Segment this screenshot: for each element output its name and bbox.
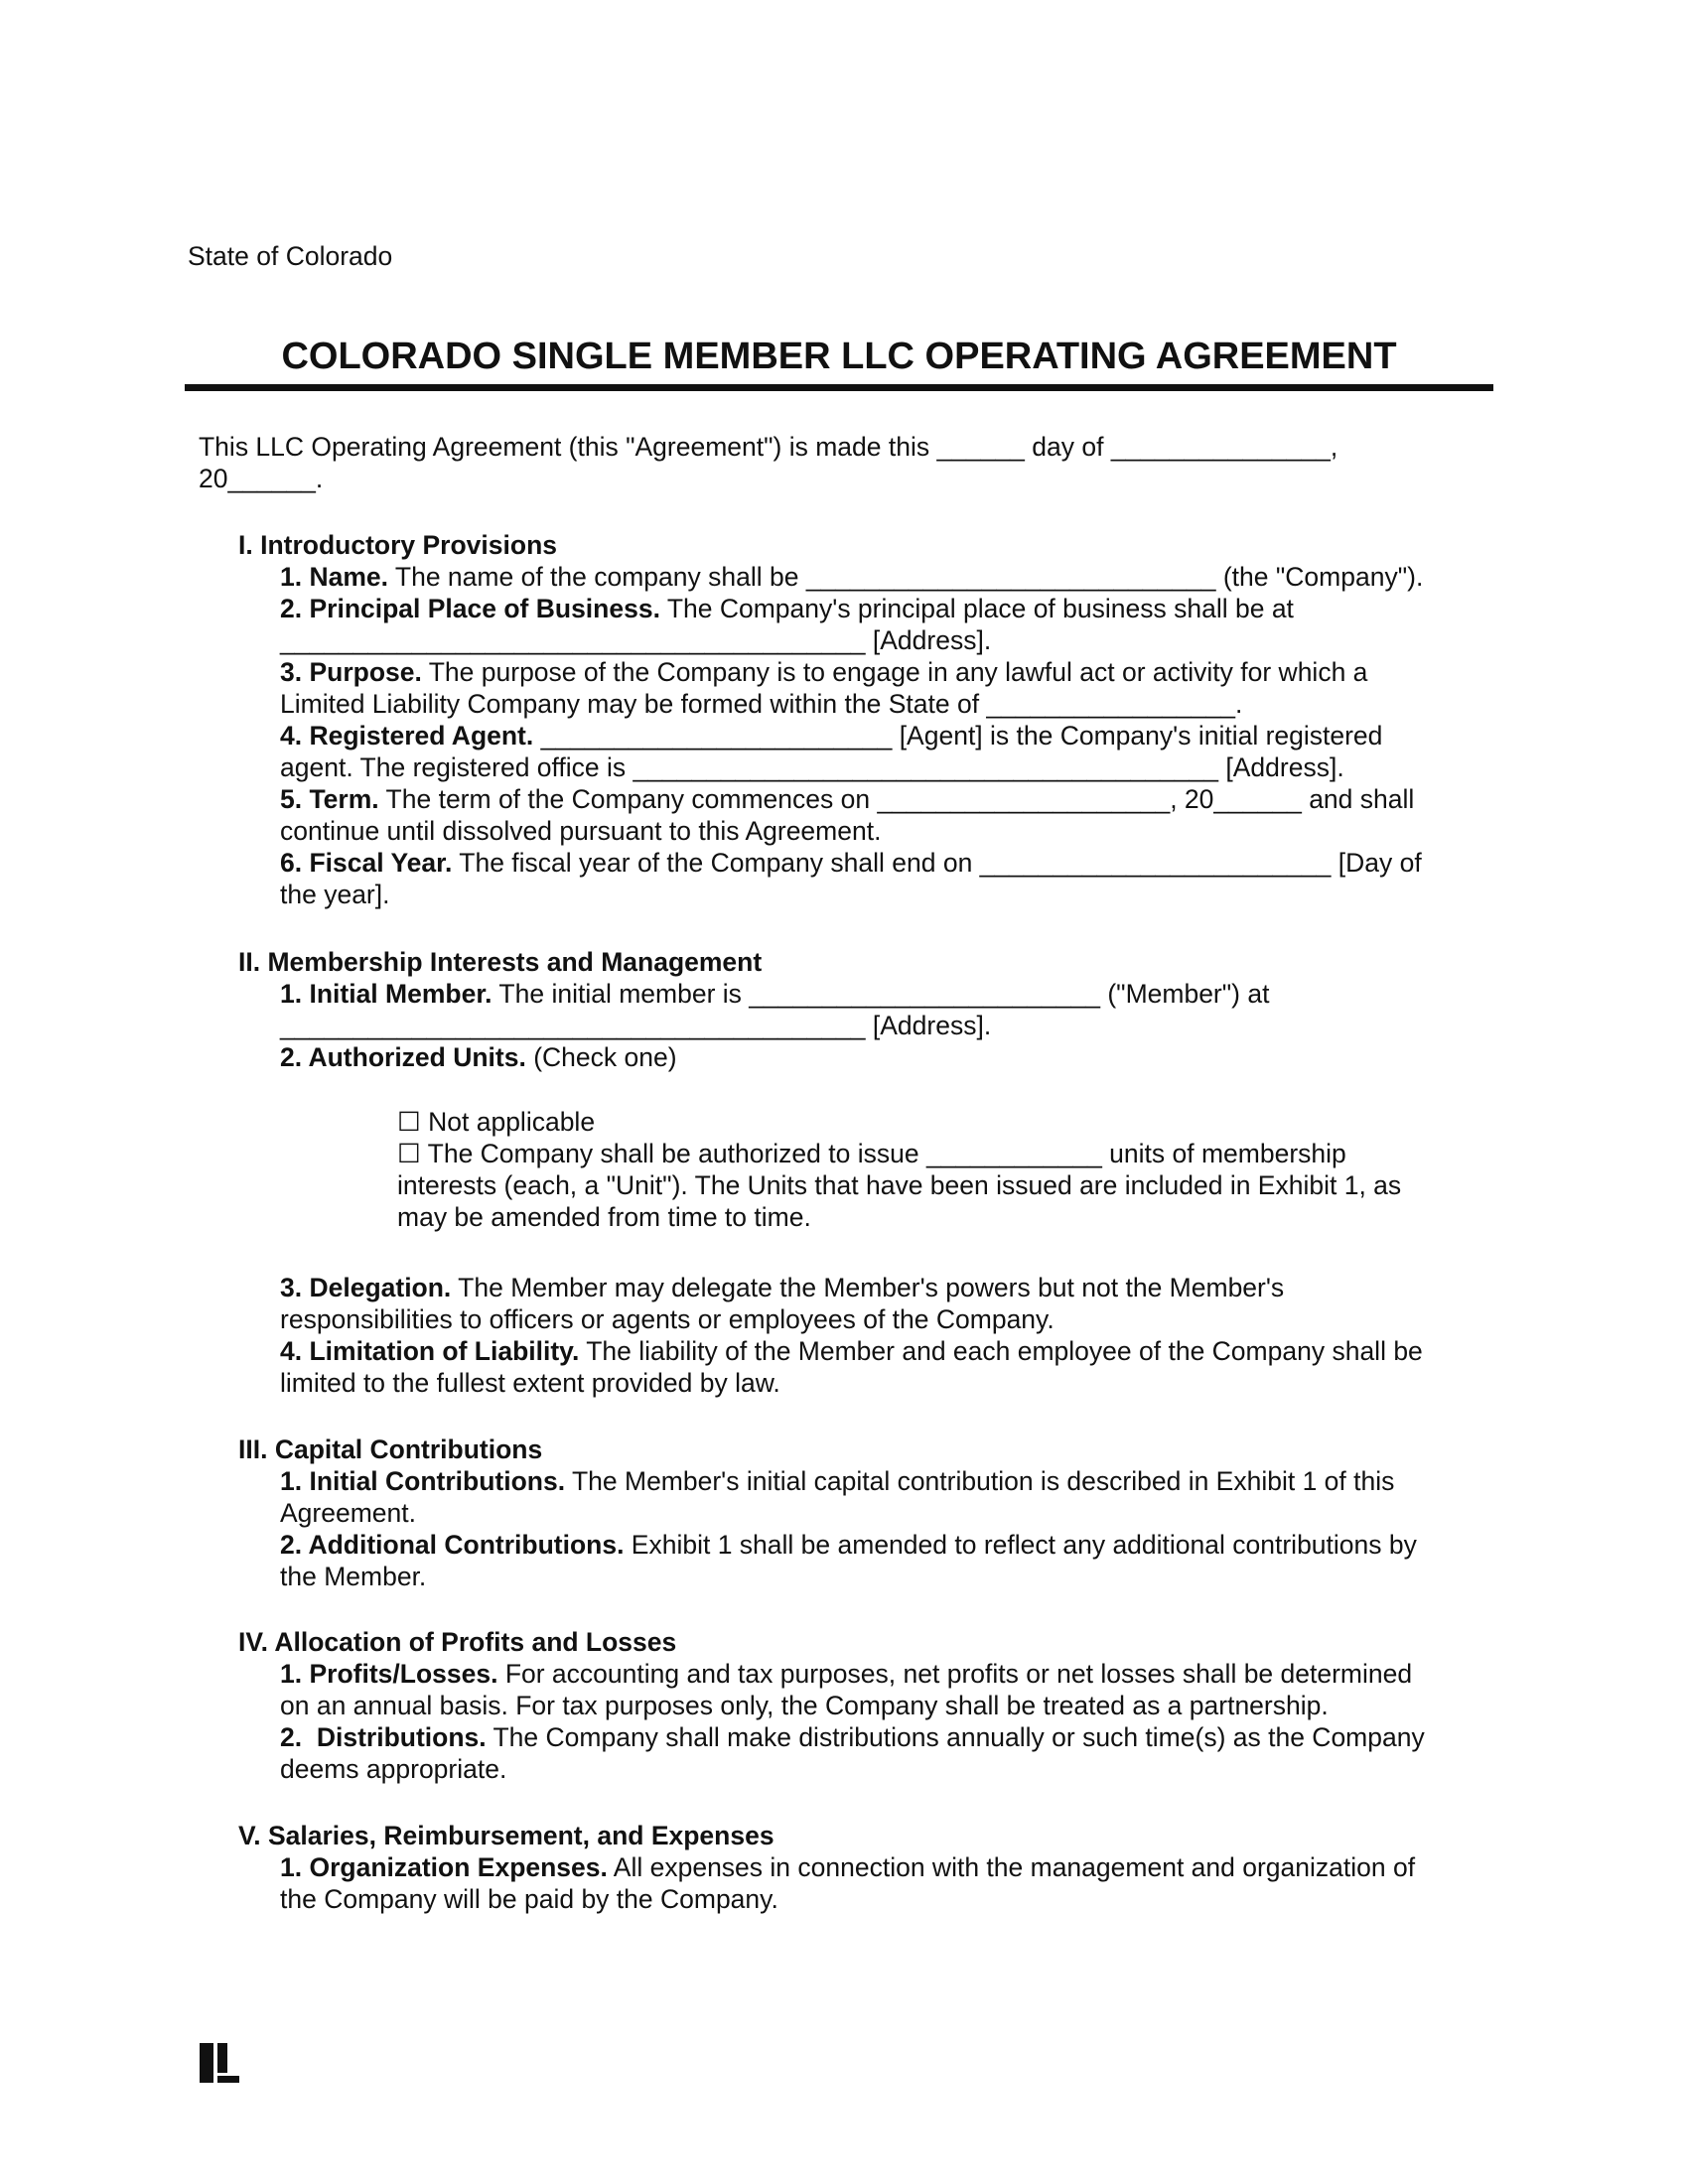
clause-delegation xyxy=(280,1272,1284,1303)
state-header: State of Colorado xyxy=(188,241,393,271)
clause-text: All expenses in connection with the management and organization of xyxy=(607,1852,1416,1882)
clause-label: 5. Term. xyxy=(280,784,379,814)
clause-label: 4. Limitation of Liability. xyxy=(280,1336,580,1366)
clause-profits-losses-line-2: on an annual basis. For tax purposes only, the Company shall be treated as a partnership. xyxy=(280,1691,1329,1720)
clause-label: 1. Name. xyxy=(280,562,389,592)
clause-distributions-line-2: deems appropriate. xyxy=(280,1754,507,1784)
clause-additional-contributions xyxy=(280,1529,1417,1561)
clause-text: For accounting and tax purposes, net profits or net losses shall be determined xyxy=(497,1659,1413,1689)
clause-label: 4. Registered Agent. xyxy=(280,721,534,751)
clause-text: The purpose of the Company is to engage in any lawful act or activity for which a xyxy=(421,657,1368,687)
title-divider xyxy=(185,384,1493,391)
clause-term-line-2: continue until dissolved pursuant to this Agreement. xyxy=(280,816,882,846)
clause-label: 2. Principal Place of Business. xyxy=(280,594,660,623)
clause-text: The Member's initial capital contribution is described in Exhibit 1 of this xyxy=(565,1466,1395,1496)
clause-text: Exhibit 1 shall be amended to reflect any additional contributions by xyxy=(624,1530,1417,1560)
section-heading-profits-losses: IV. Allocation of Profits and Losses xyxy=(238,1627,677,1657)
checkbox-option-not-applicable[interactable]: ☐ Not applicable xyxy=(397,1107,596,1137)
clause-initial-contributions-line-2: Agreement. xyxy=(280,1498,416,1528)
clause-term xyxy=(280,783,1414,815)
section-heading-membership: II. Membership Interests and Management xyxy=(238,947,763,977)
clause-label: 2. Authorized Units. xyxy=(280,1042,526,1072)
clause-registered-agent xyxy=(280,720,1382,751)
clause-delegation-line-2: responsibilities to officers or agents or employees of the Company. xyxy=(280,1304,1055,1334)
clause-label: 1. Initial Member. xyxy=(280,979,492,1009)
clause-label: 1. Profits/Losses. xyxy=(280,1659,498,1689)
clause-label: 3. Purpose. xyxy=(280,657,422,687)
clause-initial-member xyxy=(280,978,1269,1010)
clause-distributions xyxy=(280,1721,1425,1753)
clause-organization-expenses-line-2: the Company will be paid by the Company. xyxy=(280,1884,778,1914)
clause-purpose xyxy=(280,656,1367,688)
section-heading-capital-contributions: III. Capital Contributions xyxy=(238,1434,543,1464)
clause-fiscal-year xyxy=(280,847,1422,879)
clause-text: The liability of the Member and each employee of the Company shall be xyxy=(579,1336,1423,1366)
clause-initial-contributions xyxy=(280,1465,1394,1497)
checkbox-option-line-2: interests (each, a "Unit"). The Units that have been issued are included in Exhibit 1, as xyxy=(397,1170,1402,1200)
clause-authorized-units xyxy=(280,1041,677,1073)
clause-limitation-line-2: limited to the fullest extent provided by law. xyxy=(280,1368,780,1398)
clause-text: The term of the Company commences on ____________________, 20______ and shall xyxy=(378,784,1415,814)
clause-principal-place xyxy=(280,593,1294,624)
clause-fiscal-year-line-2: the year]. xyxy=(280,880,390,909)
clause-label: 2. Additional Contributions. xyxy=(280,1530,625,1560)
clause-initial-member-line-2: ________________________________________ [Address]. xyxy=(280,1011,992,1040)
clause-additional-contributions-line-2: the Member. xyxy=(280,1562,427,1591)
clause-profits-losses xyxy=(280,1658,1412,1690)
clause-principal-place-line-2: ________________________________________ [Address]. xyxy=(280,625,992,655)
clause-purpose-line-2: Limited Liability Company may be formed within the State of _________________. xyxy=(280,689,1243,719)
clause-label: 1. Initial Contributions. xyxy=(280,1466,566,1496)
clause-limitation-of-liability xyxy=(280,1335,1423,1367)
clause-text: The Member may delegate the Member's powers but not the Member's xyxy=(451,1273,1285,1302)
clause-text: The Company shall make distributions annually or such time(s) as the Company xyxy=(486,1722,1425,1752)
intro-paragraph xyxy=(199,431,1337,494)
intro-line-1: This LLC Operating Agreement (this "Agreement") is made this ______ day of _______________, xyxy=(199,432,1338,462)
clause-text: The initial member is ________________________ ("Member") at xyxy=(492,979,1270,1009)
clause-label: 1. Organization Expenses. xyxy=(280,1852,608,1882)
intro-line-2: 20______. xyxy=(199,464,324,493)
clause-text: (Check one) xyxy=(525,1042,677,1072)
section-heading-introductory-provisions: I. Introductory Provisions xyxy=(238,530,557,560)
document-title: COLORADO SINGLE MEMBER LLC OPERATING AGREEMENT xyxy=(281,336,1397,377)
clause-text: The name of the company shall be ____________________________ (the "Company"). xyxy=(388,562,1424,592)
clause-label: 2. Distributions. xyxy=(280,1722,487,1752)
section-heading-salaries-expenses: V. Salaries, Reimbursement, and Expenses xyxy=(238,1821,774,1850)
clause-text: The fiscal year of the Company shall end on ________________________ [Day of xyxy=(452,848,1422,878)
clause-text: ________________________ [Agent] is the Company's initial registered xyxy=(533,721,1383,751)
legal-templates-logo-icon xyxy=(200,2043,239,2083)
checkbox-option-authorized-units[interactable]: ☐ The Company shall be authorized to issue ____________ units of membership xyxy=(397,1139,1346,1168)
clause-label: 6. Fiscal Year. xyxy=(280,848,453,878)
clause-name xyxy=(280,561,1423,593)
clause-registered-agent-line-2: agent. The registered office is ________________________________________ [Address]. xyxy=(280,752,1344,782)
clause-text: The Company's principal place of business shall be at xyxy=(659,594,1294,623)
checkbox-option-line-3: may be amended from time to time. xyxy=(397,1202,811,1232)
clause-label: 3. Delegation. xyxy=(280,1273,452,1302)
clause-organization-expenses xyxy=(280,1851,1415,1883)
